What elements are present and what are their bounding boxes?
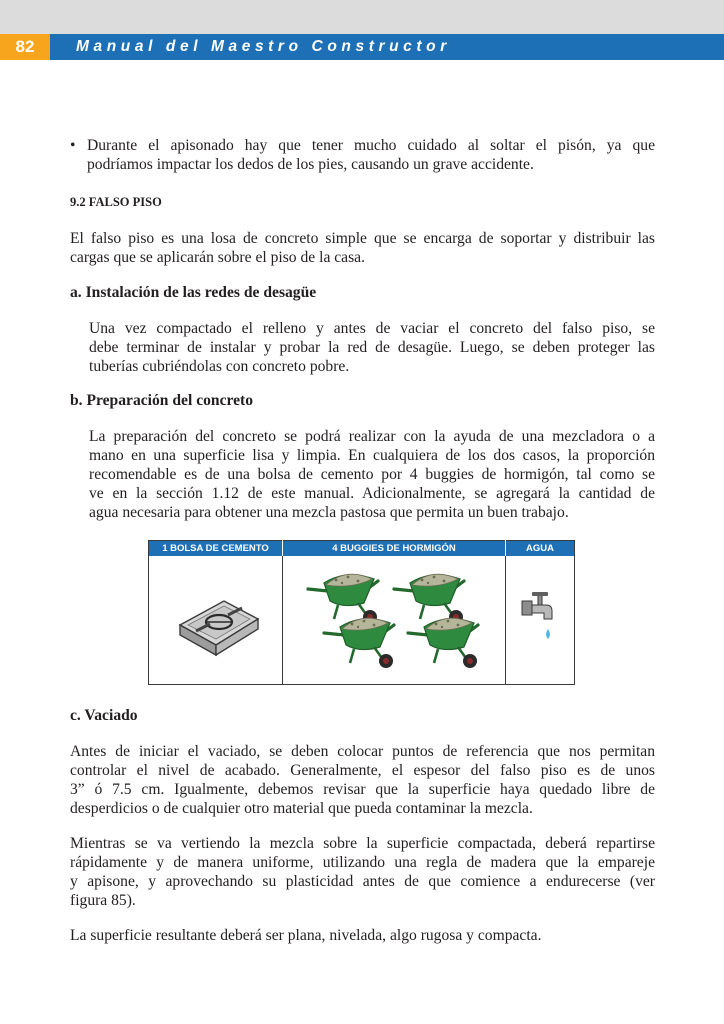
water-faucet-icon — [518, 585, 562, 655]
subsection-c-p1-line-1: Antes de iniciar el vaciado, se deben colocar puntos de referencia que nos permitan — [70, 743, 655, 760]
page-number: 82 — [0, 34, 50, 60]
aggregate-cell — [283, 556, 506, 685]
column-header-cement: 1 BOLSA DE CEMENTO — [149, 541, 283, 557]
cement-cell — [149, 556, 283, 685]
section-title: 9.2 FALSO PISO — [70, 195, 162, 209]
subsection-c-p1-line-4: desperdicios o de cualquier otro material que pueda contaminar la mezcla. — [70, 800, 533, 817]
subsection-c-p2-line-3: y apisone, y aprovechando su plasticidad antes de que comience a endurecerse (ver — [70, 873, 655, 890]
column-header-water: AGUA — [506, 541, 575, 557]
water-cell — [506, 556, 575, 685]
subsection-b-line-3: recomendable es de una bolsa de cemento por 4 buggies de hormigón, tal como se — [89, 466, 655, 483]
bullet-line-1: Durante el apisonado hay que tener mucho cuidado al soltar el pisón, ya que — [87, 137, 655, 154]
subsection-a-line-3: tuberías cubriéndolas con concreto pobre. — [89, 358, 350, 375]
subsection-a-title: a. Instalación de las redes de desagüe — [70, 284, 317, 301]
subsection-c-p1-line-3: 3” ó 7.5 cm. Igualmente, debemos revisar que la superficie haya quedado libre de — [70, 781, 655, 798]
wheelbarrow-icon — [294, 565, 494, 675]
subsection-c-p1-line-2: controlar el nivel de acabado. Generalmente, el espesor del falso piso es de unos — [70, 762, 655, 779]
subsection-c-title: c. Vaciado — [70, 707, 138, 724]
bullet-symbol: • — [70, 137, 76, 154]
intro-line-1: El falso piso es una losa de concreto simple que se encarga de soportar y distribuir las — [70, 230, 655, 247]
intro-line-2: cargas que se aplicarán sobre el piso de la casa. — [70, 249, 365, 266]
running-title: Manual del Maestro Constructor — [76, 38, 451, 55]
subsection-b-line-1: La preparación del concreto se podrá realizar con la ayuda de una mezcladora o a — [89, 428, 655, 445]
subsection-b-title: b. Preparación del concreto — [70, 392, 254, 409]
subsection-b-line-2: mano en una superficie lisa y limpia. En cualquiera de los dos casos, la proporción — [89, 447, 655, 464]
column-header-aggregate: 4 BUGGIES DE HORMIGÓN — [283, 541, 506, 557]
subsection-a-line-1: Una vez compactado el relleno y antes de vaciar el concreto del falso piso, se — [89, 320, 655, 337]
subsection-c-p2-line-1: Mientras se va vertiendo la mezcla sobre la superficie compactada, deberá repartirse — [70, 835, 655, 852]
subsection-b-line-4: ve en la sección 1.12 de este manual. Adicionalmente, se agregará la cantidad de — [89, 485, 655, 502]
top-margin-band — [0, 0, 724, 34]
concrete-mix-figure — [148, 540, 575, 685]
subsection-c-p3-line-1: La superficie resultante deberá ser plana, nivelada, algo rugosa y compacta. — [70, 927, 542, 944]
subsection-a-line-2: debe terminar de instalar y probar la red de desagüe. Luego, se deben proteger las — [89, 339, 655, 356]
subsection-c-p2-line-2: rápidamente y de manera uniforme, utilizando una regla de madera que la empareje — [70, 854, 655, 871]
subsection-b-line-5: agua necesaria para obtener una mezcla pastosa que permita un buen trabajo. — [89, 504, 569, 521]
bullet-line-2: podríamos impactar los dedos de los pies, causando un grave accidente. — [87, 156, 534, 173]
subsection-c-p2-line-4: figura 85). — [70, 892, 136, 909]
cement-bag-icon — [166, 575, 266, 665]
